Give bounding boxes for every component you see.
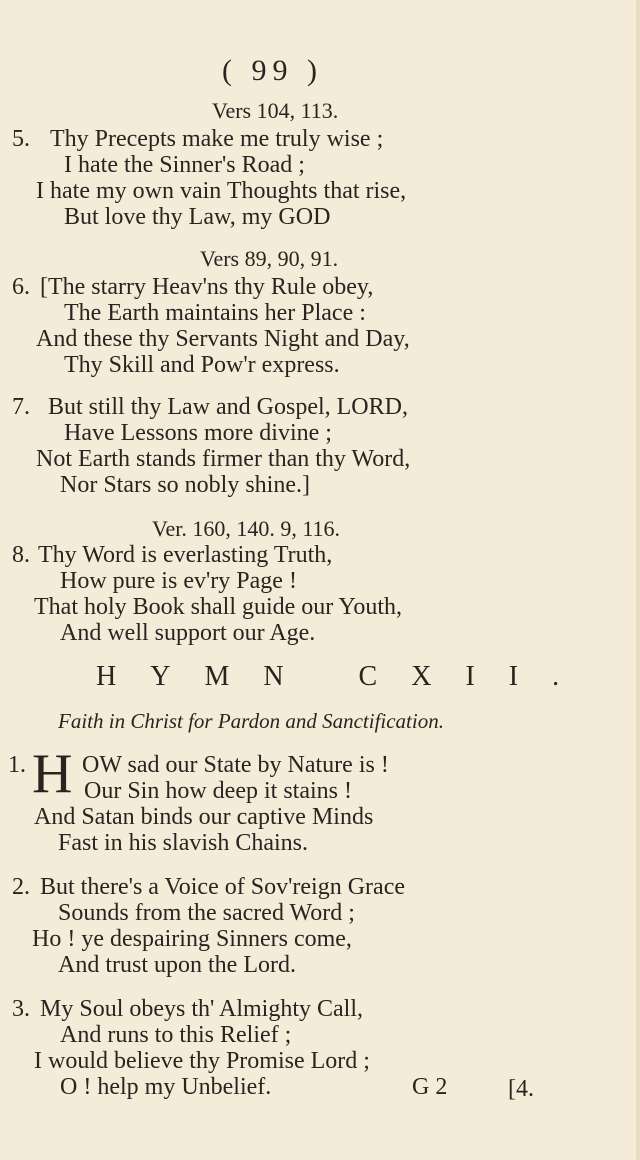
verse-line: Sounds from the sacred Word ; [58, 900, 355, 926]
scripture-reference: Ver. 160, 140. 9, 116. [152, 516, 341, 541]
drop-cap: H [32, 743, 73, 805]
verse-line: Have Lessons more divine ; [64, 420, 332, 446]
verse-line: Not Earth stands firmer than thy Word, [36, 446, 411, 472]
verse-line: Thy Precepts make me truly wise ; [50, 126, 384, 152]
verse-line: And trust upon the Lord. [58, 952, 296, 978]
verse-line: Thy Skill and Pow'r express. [64, 352, 340, 378]
catchword: [4. [508, 1076, 534, 1102]
verse-line: But love thy Law, my GOD [64, 204, 331, 230]
verse-line: And Satan binds our captive Minds [34, 804, 374, 830]
scripture-reference: Vers 89, 90, 91. [200, 246, 339, 271]
verse-line: O ! help my Unbelief. [60, 1074, 272, 1100]
verse-line: [The starry Heav'ns thy Rule obey, [40, 274, 374, 300]
verse-line: Our Sin how deep it stains ! [84, 778, 352, 804]
verse-line: I hate the Sinner's Road ; [64, 152, 305, 178]
verse-line: Ho ! ye despairing Sinners come, [32, 926, 352, 952]
verse-line: Thy Word is everlasting Truth, [38, 542, 333, 568]
verse-line: I hate my own vain Thoughts that rise, [36, 178, 407, 204]
verse-number: 2. [12, 874, 30, 900]
page-edge [636, 0, 640, 1160]
signature-mark: G 2 [412, 1074, 448, 1100]
verse-number: 5. [12, 126, 30, 152]
verse-line: And well support our Age. [60, 620, 316, 646]
verse-line: And runs to this Relief ; [60, 1022, 292, 1048]
verse-line: My Soul obeys th' Almighty Call, [40, 996, 364, 1022]
page-number: ( 99 ) [222, 54, 323, 87]
verse-line: Nor Stars so nobly shine.] [60, 472, 310, 498]
verse-line: The Earth maintains her Place : [64, 300, 366, 326]
verse-line: But still thy Law and Gospel, LORD, [48, 394, 408, 420]
verse-line: How pure is ev'ry Page ! [60, 568, 297, 594]
verse-number: 7. [12, 394, 30, 420]
verse-line: That holy Book shall guide our Youth, [34, 594, 403, 620]
verse-line: And these thy Servants Night and Day, [36, 326, 410, 352]
verse-line: But there's a Voice of Sov'reign Grace [40, 874, 405, 900]
verse-number: 6. [12, 274, 30, 300]
verse-number: 3. [12, 996, 30, 1022]
verse-line: I would believe thy Promise Lord ; [34, 1048, 370, 1074]
hymn-title: HYMN CXII. [96, 661, 594, 692]
hymn-subtitle: Faith in Christ for Pardon and Sanctification. [58, 709, 444, 733]
scripture-reference: Vers 104, 113. [212, 98, 339, 123]
verse-number: 1. [8, 752, 26, 778]
verse-line: OW sad our State by Nature is ! [82, 752, 389, 778]
verse-line: Fast in his slavish Chains. [58, 830, 309, 856]
verse-number: 8. [12, 542, 30, 568]
